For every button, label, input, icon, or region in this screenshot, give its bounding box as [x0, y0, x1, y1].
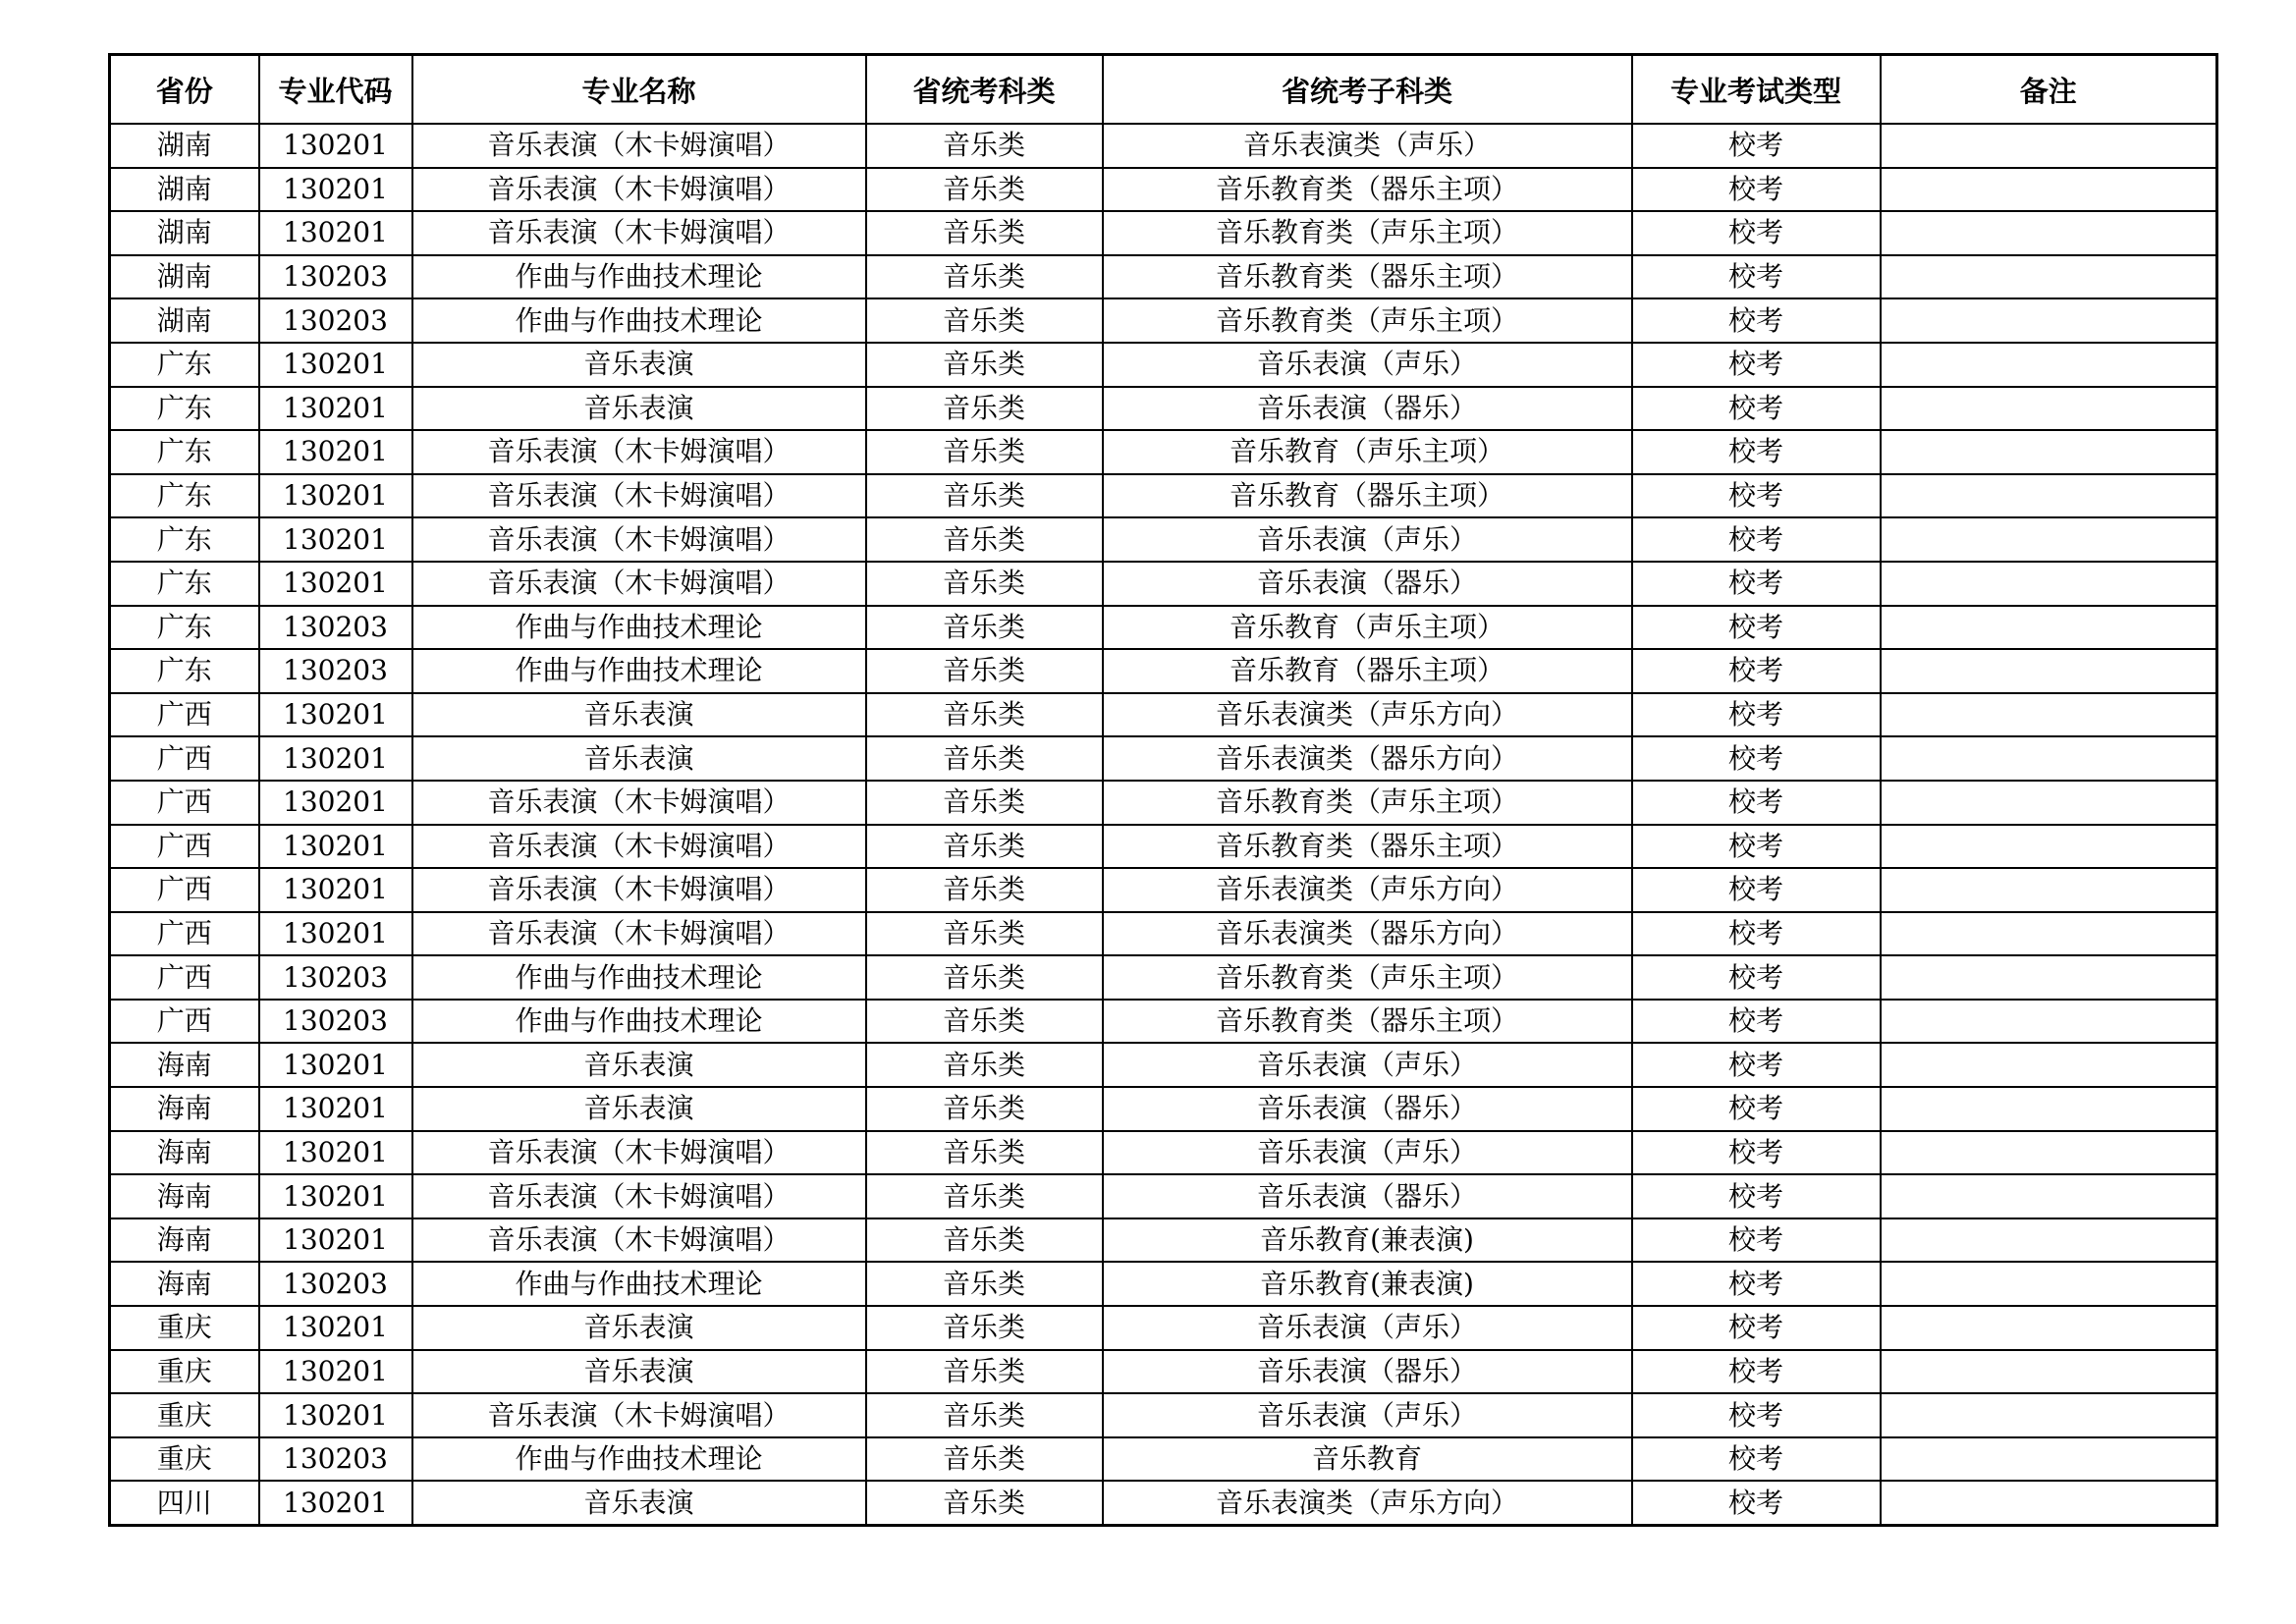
- table-row: [110, 211, 2217, 255]
- cell-exam-type: 校考: [1632, 124, 1881, 168]
- cell-major-name: 音乐表演: [412, 387, 866, 431]
- table-row: [110, 562, 2217, 606]
- cell-province: 广东: [110, 474, 259, 518]
- cell-major-code: 130203: [259, 1262, 412, 1306]
- cell-exam-subcategory: 音乐教育(兼表演): [1103, 1262, 1632, 1306]
- cell-exam-subcategory: 音乐表演（器乐）: [1103, 1087, 1632, 1131]
- cell-exam-category: 音乐类: [866, 124, 1103, 168]
- cell-major-code: 130201: [259, 825, 412, 869]
- cell-exam-type: 校考: [1632, 649, 1881, 693]
- cell-major-name: 音乐表演: [412, 1043, 866, 1087]
- cell-exam-subcategory: 音乐表演（声乐）: [1103, 1131, 1632, 1175]
- table-row: [110, 1043, 2217, 1087]
- cell-major-code: 130201: [259, 387, 412, 431]
- cell-exam-type: 校考: [1632, 1437, 1881, 1482]
- cell-exam-type: 校考: [1632, 474, 1881, 518]
- cell-major-name: 音乐表演（木卡姆演唱）: [412, 124, 866, 168]
- cell-province: 海南: [110, 1262, 259, 1306]
- cell-exam-category: 音乐类: [866, 781, 1103, 825]
- cell-exam-subcategory: 音乐表演（声乐）: [1103, 517, 1632, 562]
- cell-exam-subcategory: 音乐表演（声乐）: [1103, 1306, 1632, 1350]
- table-row: [110, 1262, 2217, 1306]
- table-row: [110, 387, 2217, 431]
- cell-major-code: 130201: [259, 1131, 412, 1175]
- cell-remarks: [1881, 825, 2217, 869]
- cell-remarks: [1881, 1437, 2217, 1482]
- cell-major-code: 130201: [259, 1043, 412, 1087]
- cell-exam-subcategory: 音乐教育类（声乐主项）: [1103, 955, 1632, 1000]
- cell-exam-category: 音乐类: [866, 1043, 1103, 1087]
- cell-remarks: [1881, 517, 2217, 562]
- cell-exam-category: 音乐类: [866, 955, 1103, 1000]
- table-row: [110, 606, 2217, 650]
- cell-province: 广东: [110, 517, 259, 562]
- cell-exam-subcategory: 音乐教育类（声乐主项）: [1103, 211, 1632, 255]
- table-row: [110, 124, 2217, 168]
- cell-province: 广东: [110, 606, 259, 650]
- table-row: [110, 517, 2217, 562]
- cell-remarks: [1881, 868, 2217, 912]
- cell-remarks: [1881, 912, 2217, 956]
- cell-major-code: 130201: [259, 1350, 412, 1394]
- cell-major-name: 音乐表演: [412, 1087, 866, 1131]
- table-body: [110, 124, 2217, 1526]
- cell-exam-type: 校考: [1632, 343, 1881, 387]
- cell-exam-subcategory: 音乐表演类（器乐方向）: [1103, 736, 1632, 781]
- cell-remarks: [1881, 1481, 2217, 1525]
- cell-exam-type: 校考: [1632, 1174, 1881, 1218]
- cell-remarks: [1881, 955, 2217, 1000]
- cell-exam-type: 校考: [1632, 1043, 1881, 1087]
- cell-exam-subcategory: 音乐表演类（声乐方向）: [1103, 868, 1632, 912]
- cell-major-name: 音乐表演（木卡姆演唱）: [412, 168, 866, 212]
- cell-remarks: [1881, 1393, 2217, 1437]
- table-row: [110, 474, 2217, 518]
- cell-exam-category: 音乐类: [866, 1437, 1103, 1482]
- cell-province: 湖南: [110, 298, 259, 343]
- cell-remarks: [1881, 168, 2217, 212]
- cell-major-code: 130201: [259, 124, 412, 168]
- cell-major-code: 130201: [259, 1087, 412, 1131]
- cell-exam-subcategory: 音乐教育类（器乐主项）: [1103, 1000, 1632, 1044]
- cell-exam-type: 校考: [1632, 736, 1881, 781]
- table-row: [110, 343, 2217, 387]
- cell-major-name: 音乐表演（木卡姆演唱）: [412, 868, 866, 912]
- cell-exam-category: 音乐类: [866, 825, 1103, 869]
- header-major-name: 专业名称: [412, 55, 866, 125]
- cell-exam-category: 音乐类: [866, 168, 1103, 212]
- cell-exam-subcategory: 音乐表演类（声乐方向）: [1103, 693, 1632, 737]
- cell-exam-type: 校考: [1632, 168, 1881, 212]
- table-row: [110, 1131, 2217, 1175]
- cell-major-code: 130201: [259, 517, 412, 562]
- cell-major-code: 130201: [259, 474, 412, 518]
- cell-major-name: 作曲与作曲技术理论: [412, 1000, 866, 1044]
- table-row: [110, 868, 2217, 912]
- cell-province: 广东: [110, 430, 259, 474]
- table-row: [110, 1437, 2217, 1482]
- cell-major-name: 音乐表演（木卡姆演唱）: [412, 211, 866, 255]
- header-row: [110, 55, 2217, 125]
- cell-province: 四川: [110, 1481, 259, 1525]
- cell-exam-category: 音乐类: [866, 1174, 1103, 1218]
- table-row: [110, 825, 2217, 869]
- cell-major-code: 130201: [259, 430, 412, 474]
- cell-province: 广西: [110, 955, 259, 1000]
- cell-major-name: 音乐表演: [412, 736, 866, 781]
- cell-province: 重庆: [110, 1393, 259, 1437]
- cell-exam-subcategory: 音乐表演（声乐）: [1103, 1043, 1632, 1087]
- cell-major-code: 130203: [259, 955, 412, 1000]
- cell-exam-category: 音乐类: [866, 517, 1103, 562]
- cell-remarks: [1881, 124, 2217, 168]
- cell-exam-subcategory: 音乐教育类（器乐主项）: [1103, 168, 1632, 212]
- cell-province: 湖南: [110, 124, 259, 168]
- cell-province: 海南: [110, 1131, 259, 1175]
- cell-remarks: [1881, 298, 2217, 343]
- cell-exam-category: 音乐类: [866, 912, 1103, 956]
- table-row: [110, 1481, 2217, 1525]
- cell-province: 湖南: [110, 211, 259, 255]
- cell-remarks: [1881, 1174, 2217, 1218]
- cell-major-code: 130203: [259, 298, 412, 343]
- cell-major-code: 130201: [259, 1481, 412, 1525]
- cell-major-code: 130203: [259, 649, 412, 693]
- cell-major-name: 作曲与作曲技术理论: [412, 1262, 866, 1306]
- cell-province: 广东: [110, 562, 259, 606]
- cell-remarks: [1881, 736, 2217, 781]
- cell-exam-subcategory: 音乐表演（器乐）: [1103, 562, 1632, 606]
- cell-province: 重庆: [110, 1437, 259, 1482]
- cell-exam-subcategory: 音乐表演（声乐）: [1103, 343, 1632, 387]
- cell-province: 广东: [110, 649, 259, 693]
- table-row: [110, 168, 2217, 212]
- cell-remarks: [1881, 1350, 2217, 1394]
- cell-exam-subcategory: 音乐教育类（器乐主项）: [1103, 255, 1632, 299]
- cell-major-code: 130201: [259, 562, 412, 606]
- cell-remarks: [1881, 1262, 2217, 1306]
- cell-province: 重庆: [110, 1350, 259, 1394]
- cell-major-code: 130201: [259, 912, 412, 956]
- table-row: [110, 1350, 2217, 1394]
- cell-province: 广东: [110, 343, 259, 387]
- cell-major-name: 音乐表演（木卡姆演唱）: [412, 1393, 866, 1437]
- cell-major-code: 130203: [259, 1000, 412, 1044]
- cell-province: 湖南: [110, 255, 259, 299]
- cell-remarks: [1881, 1131, 2217, 1175]
- cell-remarks: [1881, 211, 2217, 255]
- cell-major-code: 130201: [259, 1174, 412, 1218]
- table-row: [110, 955, 2217, 1000]
- cell-province: 广西: [110, 736, 259, 781]
- cell-exam-type: 校考: [1632, 955, 1881, 1000]
- cell-exam-type: 校考: [1632, 298, 1881, 343]
- cell-exam-category: 音乐类: [866, 211, 1103, 255]
- cell-major-name: 作曲与作曲技术理论: [412, 606, 866, 650]
- cell-exam-subcategory: 音乐教育: [1103, 1437, 1632, 1482]
- cell-exam-category: 音乐类: [866, 474, 1103, 518]
- cell-exam-subcategory: 音乐教育（声乐主项）: [1103, 606, 1632, 650]
- cell-major-name: 音乐表演（木卡姆演唱）: [412, 912, 866, 956]
- cell-remarks: [1881, 606, 2217, 650]
- cell-exam-category: 音乐类: [866, 343, 1103, 387]
- cell-exam-category: 音乐类: [866, 1000, 1103, 1044]
- cell-exam-subcategory: 音乐表演类（器乐方向）: [1103, 912, 1632, 956]
- cell-exam-subcategory: 音乐教育类（器乐主项）: [1103, 825, 1632, 869]
- cell-exam-category: 音乐类: [866, 1393, 1103, 1437]
- cell-major-code: 130201: [259, 1306, 412, 1350]
- cell-major-code: 130201: [259, 1393, 412, 1437]
- cell-exam-type: 校考: [1632, 693, 1881, 737]
- cell-province: 湖南: [110, 168, 259, 212]
- cell-exam-type: 校考: [1632, 517, 1881, 562]
- cell-exam-category: 音乐类: [866, 430, 1103, 474]
- cell-exam-category: 音乐类: [866, 868, 1103, 912]
- table-row: [110, 1393, 2217, 1437]
- cell-major-name: 音乐表演: [412, 343, 866, 387]
- cell-exam-category: 音乐类: [866, 736, 1103, 781]
- cell-major-code: 130201: [259, 781, 412, 825]
- cell-exam-type: 校考: [1632, 781, 1881, 825]
- cell-major-name: 音乐表演（木卡姆演唱）: [412, 562, 866, 606]
- cell-major-name: 音乐表演（木卡姆演唱）: [412, 517, 866, 562]
- cell-exam-type: 校考: [1632, 1087, 1881, 1131]
- cell-remarks: [1881, 255, 2217, 299]
- cell-exam-type: 校考: [1632, 825, 1881, 869]
- cell-major-name: 音乐表演（木卡姆演唱）: [412, 1131, 866, 1175]
- table-row: [110, 912, 2217, 956]
- cell-exam-subcategory: 音乐教育（器乐主项）: [1103, 474, 1632, 518]
- cell-major-code: 130201: [259, 868, 412, 912]
- cell-exam-category: 音乐类: [866, 1306, 1103, 1350]
- cell-exam-type: 校考: [1632, 562, 1881, 606]
- table-row: [110, 1174, 2217, 1218]
- cell-major-code: 130201: [259, 693, 412, 737]
- cell-remarks: [1881, 781, 2217, 825]
- cell-major-name: 作曲与作曲技术理论: [412, 649, 866, 693]
- cell-exam-category: 音乐类: [866, 1350, 1103, 1394]
- cell-exam-subcategory: 音乐教育(兼表演): [1103, 1218, 1632, 1263]
- cell-exam-type: 校考: [1632, 1262, 1881, 1306]
- cell-major-code: 130201: [259, 211, 412, 255]
- cell-exam-category: 音乐类: [866, 1218, 1103, 1263]
- cell-remarks: [1881, 693, 2217, 737]
- header-exam-subcategory: 省统考子科类: [1103, 55, 1632, 125]
- cell-exam-category: 音乐类: [866, 387, 1103, 431]
- cell-major-name: 音乐表演（木卡姆演唱）: [412, 781, 866, 825]
- cell-province: 海南: [110, 1218, 259, 1263]
- cell-exam-type: 校考: [1632, 387, 1881, 431]
- cell-exam-type: 校考: [1632, 1481, 1881, 1525]
- cell-exam-subcategory: 音乐表演（声乐）: [1103, 1393, 1632, 1437]
- cell-exam-type: 校考: [1632, 1000, 1881, 1044]
- cell-major-name: 音乐表演（木卡姆演唱）: [412, 1218, 866, 1263]
- cell-remarks: [1881, 387, 2217, 431]
- cell-exam-category: 音乐类: [866, 649, 1103, 693]
- cell-exam-type: 校考: [1632, 1393, 1881, 1437]
- cell-province: 广西: [110, 781, 259, 825]
- cell-exam-type: 校考: [1632, 1350, 1881, 1394]
- cell-major-name: 音乐表演（木卡姆演唱）: [412, 474, 866, 518]
- cell-major-name: 作曲与作曲技术理论: [412, 1437, 866, 1482]
- header-exam-category: 省统考科类: [866, 55, 1103, 125]
- table-row: [110, 1306, 2217, 1350]
- cell-exam-type: 校考: [1632, 1131, 1881, 1175]
- table-row: [110, 298, 2217, 343]
- cell-major-code: 130201: [259, 736, 412, 781]
- admissions-table: [108, 53, 2218, 1527]
- cell-major-code: 130201: [259, 1218, 412, 1263]
- cell-exam-type: 校考: [1632, 211, 1881, 255]
- cell-remarks: [1881, 1306, 2217, 1350]
- cell-major-name: 音乐表演: [412, 1306, 866, 1350]
- cell-major-name: 音乐表演（木卡姆演唱）: [412, 825, 866, 869]
- cell-exam-subcategory: 音乐表演（器乐）: [1103, 387, 1632, 431]
- cell-exam-subcategory: 音乐教育类（声乐主项）: [1103, 781, 1632, 825]
- cell-exam-category: 音乐类: [866, 1262, 1103, 1306]
- cell-exam-category: 音乐类: [866, 606, 1103, 650]
- cell-exam-category: 音乐类: [866, 562, 1103, 606]
- header-major-code: 专业代码: [259, 55, 412, 125]
- cell-major-code: 130203: [259, 255, 412, 299]
- cell-province: 重庆: [110, 1306, 259, 1350]
- cell-exam-type: 校考: [1632, 255, 1881, 299]
- cell-exam-category: 音乐类: [866, 1131, 1103, 1175]
- cell-province: 广西: [110, 912, 259, 956]
- table-row: [110, 1218, 2217, 1263]
- cell-remarks: [1881, 343, 2217, 387]
- cell-major-name: 音乐表演: [412, 1481, 866, 1525]
- cell-exam-subcategory: 音乐表演（器乐）: [1103, 1174, 1632, 1218]
- cell-exam-subcategory: 音乐教育（声乐主项）: [1103, 430, 1632, 474]
- cell-province: 海南: [110, 1174, 259, 1218]
- cell-province: 广西: [110, 868, 259, 912]
- cell-exam-type: 校考: [1632, 868, 1881, 912]
- cell-major-code: 130203: [259, 606, 412, 650]
- cell-exam-category: 音乐类: [866, 693, 1103, 737]
- cell-major-code: 130201: [259, 343, 412, 387]
- cell-exam-type: 校考: [1632, 912, 1881, 956]
- cell-exam-subcategory: 音乐表演类（声乐方向）: [1103, 1481, 1632, 1525]
- cell-exam-category: 音乐类: [866, 1087, 1103, 1131]
- cell-exam-type: 校考: [1632, 430, 1881, 474]
- cell-major-name: 作曲与作曲技术理论: [412, 298, 866, 343]
- header-exam-type: 专业考试类型: [1632, 55, 1881, 125]
- cell-exam-subcategory: 音乐表演类（声乐）: [1103, 124, 1632, 168]
- cell-major-name: 音乐表演: [412, 1350, 866, 1394]
- cell-province: 广西: [110, 1000, 259, 1044]
- cell-exam-category: 音乐类: [866, 298, 1103, 343]
- cell-province: 广西: [110, 693, 259, 737]
- cell-remarks: [1881, 649, 2217, 693]
- document-page: [108, 53, 2215, 1527]
- cell-exam-category: 音乐类: [866, 1481, 1103, 1525]
- header-province: 省份: [110, 55, 259, 125]
- table-row: [110, 430, 2217, 474]
- cell-province: 广东: [110, 387, 259, 431]
- cell-exam-subcategory: 音乐表演（器乐）: [1103, 1350, 1632, 1394]
- cell-exam-category: 音乐类: [866, 255, 1103, 299]
- table-row: [110, 1087, 2217, 1131]
- table-header: [110, 55, 2217, 125]
- cell-remarks: [1881, 562, 2217, 606]
- table-row: [110, 649, 2217, 693]
- cell-remarks: [1881, 1218, 2217, 1263]
- cell-remarks: [1881, 1000, 2217, 1044]
- table-row: [110, 255, 2217, 299]
- table-row: [110, 693, 2217, 737]
- cell-remarks: [1881, 474, 2217, 518]
- table-row: [110, 1000, 2217, 1044]
- cell-remarks: [1881, 1043, 2217, 1087]
- cell-exam-subcategory: 音乐教育类（声乐主项）: [1103, 298, 1632, 343]
- cell-major-name: 音乐表演（木卡姆演唱）: [412, 430, 866, 474]
- cell-major-name: 作曲与作曲技术理论: [412, 255, 866, 299]
- cell-province: 广西: [110, 825, 259, 869]
- table-row: [110, 736, 2217, 781]
- table-row: [110, 781, 2217, 825]
- cell-exam-subcategory: 音乐教育（器乐主项）: [1103, 649, 1632, 693]
- cell-exam-type: 校考: [1632, 606, 1881, 650]
- cell-major-name: 音乐表演: [412, 693, 866, 737]
- cell-remarks: [1881, 430, 2217, 474]
- cell-province: 海南: [110, 1087, 259, 1131]
- cell-major-name: 音乐表演（木卡姆演唱）: [412, 1174, 866, 1218]
- cell-major-code: 130203: [259, 1437, 412, 1482]
- cell-exam-type: 校考: [1632, 1306, 1881, 1350]
- cell-exam-type: 校考: [1632, 1218, 1881, 1263]
- cell-major-name: 作曲与作曲技术理论: [412, 955, 866, 1000]
- cell-province: 海南: [110, 1043, 259, 1087]
- header-remarks: 备注: [1881, 55, 2217, 125]
- cell-remarks: [1881, 1087, 2217, 1131]
- cell-major-code: 130201: [259, 168, 412, 212]
